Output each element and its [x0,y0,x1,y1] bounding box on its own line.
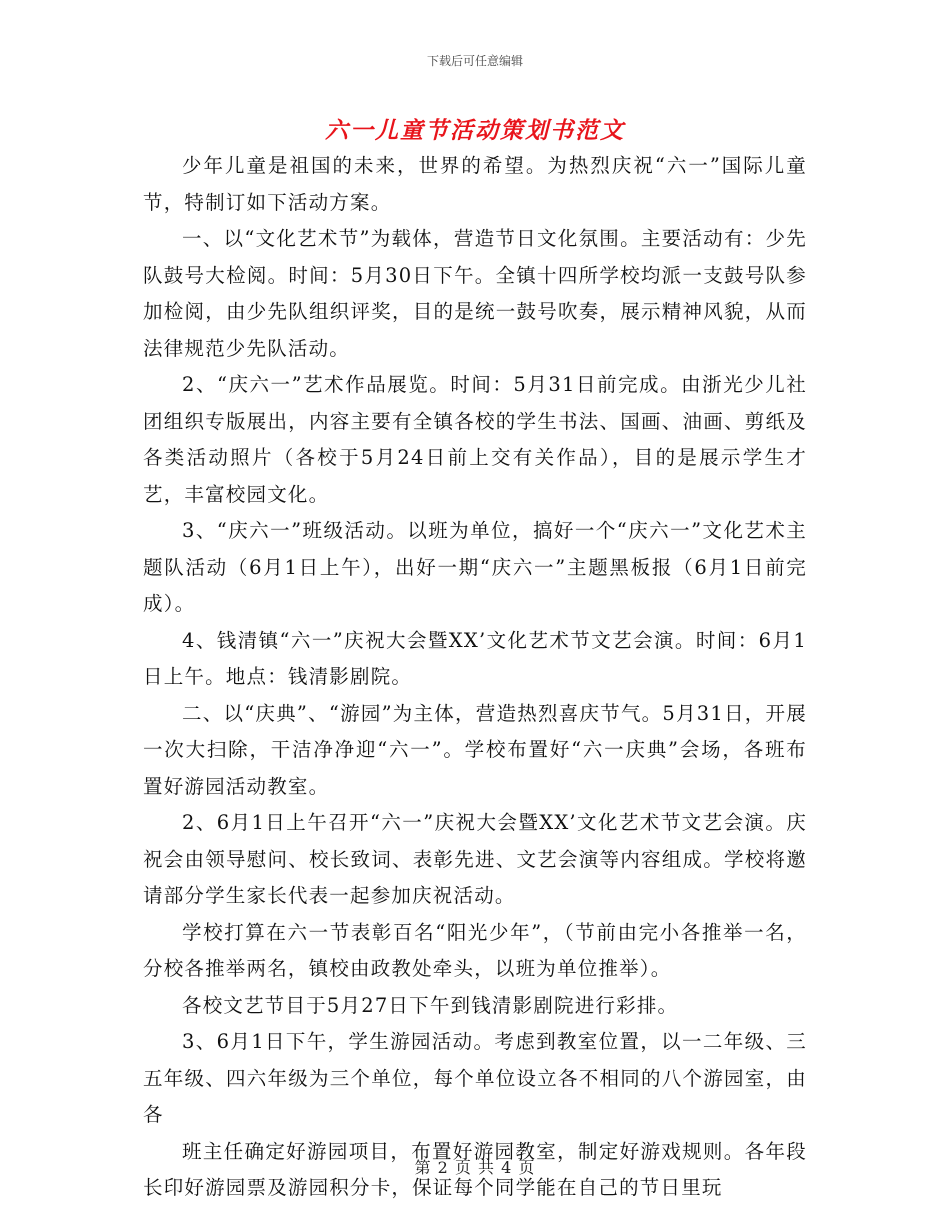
paragraph-item-4-performance: 4、钱清镇“六一”庆祝大会暨XX’文化艺术节文艺会演。时间：6月1日上午。地点：钱清影剧院。 [143,628,807,688]
paragraph-item-3-garden-party: 3、6月1日下午，学生游园活动。考虑到教室位置，以一二年级、三五年级、四六年级为三个单位，每个单位设立各不相同的八个游园室，由各 [143,1030,807,1126]
paragraph-class-teacher: 班主任确定好游园项目，布置好游园教室，制定好游戏规则。各年段长印好游园票及游园积分卡，保证每个同学能在自己的节日里玩 [143,1139,807,1199]
paragraph-item-2-celebration: 2、6月1日上午召开“六一”庆祝大会暨XX’文化艺术节文艺会演。庆祝会由领导慰问、校长致词、表彰先进、文艺会演等内容组成。学校将邀请部分学生家长代表一起参加庆祝活动。 [143,811,807,907]
document-title: 六一儿童节活动策划书范文 [325,117,625,144]
document-body [143,148,807,1207]
paragraph-rehearsal: 各校文艺节目于5月27日下午到钱清影剧院进行彩排。 [182,993,679,1017]
paragraph-sunshine-youth: 学校打算在六一节表彰百名“阳光少年”，（节前由完小各推举一名，分校各推举两名，镇校由政教处牵头，以班为单位推举）。 [143,920,807,980]
paragraph-intro: 少年儿童是祖国的未来，世界的希望。为热烈庆祝“六一”国际儿童节，特制订如下活动方案。 [143,154,807,214]
paragraph-section-1: 一、以“文化艺术节”为载体，营造节日文化氛围。主要活动有：少先队鼓号大检阅。时间：5月30日下午。全镇十四所学校均派一支鼓号队参加检阅，由少先队组织评奖，目的是统一鼓号吹奏，展示精神风貌，从而法律规范少先队活动。 [143,227,807,360]
header-note: 下载后可任意编辑 [426,54,523,68]
paragraph-item-3-class-activity: 3、“庆六一”班级活动。以班为单位，搞好一个“庆六一”文化艺术主题队活动（6月1日上午），出好一期“庆六一”主题黑板报（6月1日前完成）。 [143,519,807,615]
paragraph-section-2: 二、以“庆典”、“游园”为主体，营造热烈喜庆节气。5月31日，开展一次大扫除，干洁净净迎“六一”。学校布置好“六一庆典”会场，各班布置好游园活动教室。 [143,701,807,798]
paragraph-item-2-exhibition: 2、“庆六一”艺术作品展览。时间：5月31日前完成。由浙光少儿社团组织专版展出，内容主要有全镇各校的学生书法、国画、油画、剪纸及各类活动照片（各校于5月24日前上交有关作品），目的是展示学生才艺，丰富校园文化。 [143,373,807,506]
page-footer: 第 2 页 共 4 页 [414,1158,536,1177]
